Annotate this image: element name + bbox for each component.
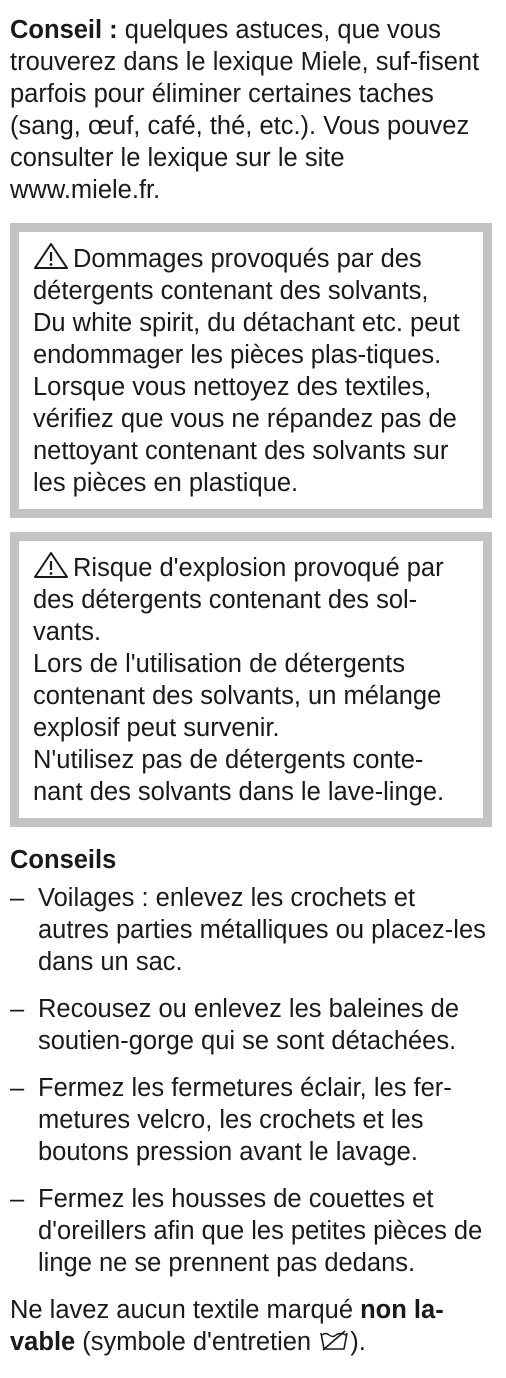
final-text-after: ). <box>350 1328 366 1356</box>
list-item-text: Fermez les housses de couettes et d'oreillers afin que les petites pièces de linge ne se prennent pas dedans. <box>38 1185 483 1277</box>
warning-title <box>33 551 472 648</box>
list-item-text: Voilages : enlevez les crochets et autres parties métalliques ou placez-les dans un sac. <box>38 884 486 976</box>
final-text-middle: (symbole d'entretien <box>75 1328 319 1356</box>
warning-title-text: Risque d'explosion provoqué par des détergents contenant des sol-vants. <box>33 554 444 646</box>
warning-line: Du white spirit, du détachant etc. peut endommager les pièces plas-tiques. <box>33 309 460 369</box>
list-item <box>10 1183 492 1279</box>
warning-title <box>33 242 472 307</box>
final-text-before: Ne lavez aucun textile marqué <box>10 1296 361 1324</box>
page-content <box>10 14 492 1358</box>
warning-box-solvent-damage <box>10 223 492 518</box>
list-item-text: Recousez ou enlevez les baleines de soutien-gorge qui se sont détachées. <box>38 995 460 1055</box>
list-item <box>10 993 492 1057</box>
non-washable-label: non la-vable <box>10 1296 444 1356</box>
list-item <box>10 1072 492 1168</box>
warning-box-explosion-risk <box>10 532 492 827</box>
list-item <box>10 882 492 978</box>
intro-text: quelques astuces, que vous trouverez dans le lexique Miele, suf-fisent parfois pour éliminer certaines taches (sang, œuf, café, thé, etc.). Vous pouvez consulter le lexique sur le site www.miele.fr. <box>10 16 480 204</box>
bullet-dash: – <box>10 1185 25 1213</box>
list-item-text: Fermez les fermetures éclair, les fer-metures velcro, les crochets et les boutons pression avant le lavage. <box>38 1074 452 1166</box>
final-paragraph <box>10 1294 492 1358</box>
intro-paragraph <box>10 14 492 206</box>
warning-triangle-icon <box>33 551 69 579</box>
warning-line: Lors de l'utilisation de détergents contenant des solvants, un mélange explosif peut survenir. <box>33 650 442 742</box>
warning-title-text: Dommages provoqués par des détergents contenant des solvants, <box>33 245 429 305</box>
warning-line: Lorsque vous nettoyez des textiles, vérifiez que vous ne répandez pas de nettoyant contenant des solvants sur les pièces en plastique. <box>33 373 457 497</box>
bullet-dash: – <box>10 884 25 912</box>
intro-label: Conseil : <box>10 16 118 44</box>
warning-triangle-icon <box>33 242 69 270</box>
tips-heading: Conseils <box>10 846 117 874</box>
warning-line: N'utilisez pas de détergents conte-nant des solvants dans le lave-linge. <box>33 746 445 806</box>
tips-list <box>10 882 492 1279</box>
bullet-dash: – <box>10 1074 25 1102</box>
bullet-dash: – <box>10 995 25 1023</box>
do-not-wash-icon <box>319 1329 349 1353</box>
